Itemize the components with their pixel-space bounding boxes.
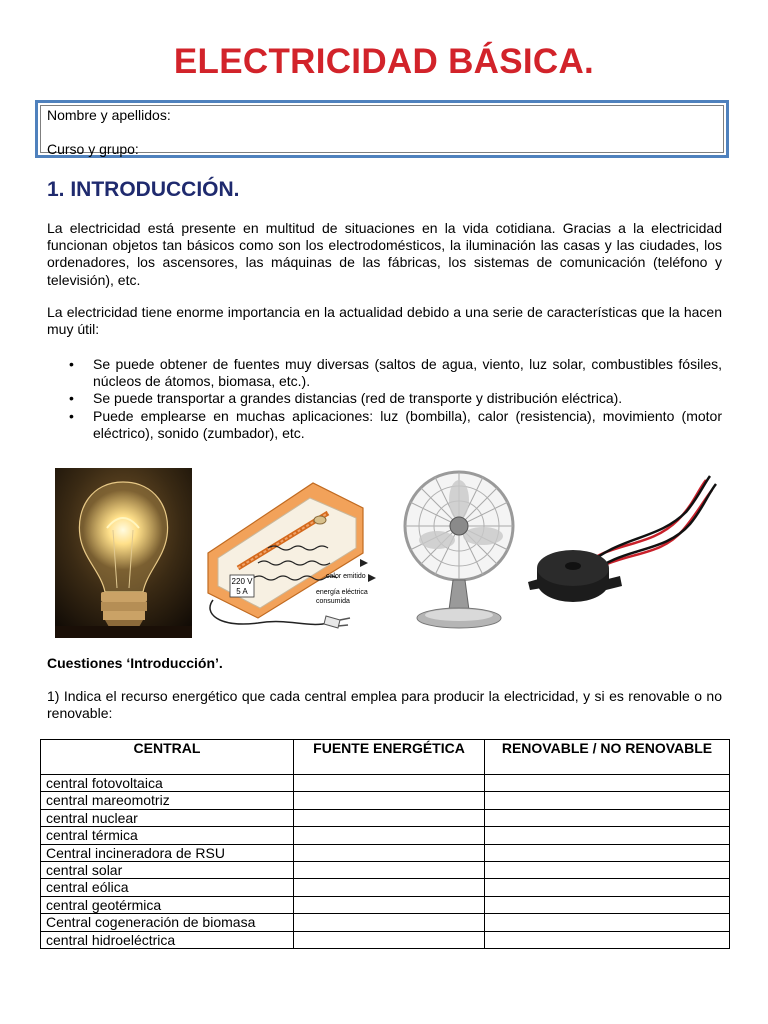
list-item: • Se puede obtener de fuentes muy diversas (saltos de agua, viento, luz solar, combustibles fósiles, núcleos de átomos, biomasa, etc.).	[69, 356, 722, 390]
column-header-fuente: FUENTE ENERGÉTICA	[294, 740, 485, 775]
desk-fan-illustration	[393, 460, 525, 638]
central-name-cell: Central cogeneración de biomasa	[41, 914, 294, 931]
central-name-cell: central fotovoltaica	[41, 775, 294, 792]
renovable-cell[interactable]	[485, 862, 730, 879]
renovable-cell[interactable]	[485, 879, 730, 896]
questions-heading: Cuestiones ‘Introducción’.	[47, 655, 223, 671]
fuente-cell[interactable]	[294, 862, 485, 879]
fuente-cell[interactable]	[294, 879, 485, 896]
heater-heat-label: calor emitido	[326, 573, 366, 580]
table-row	[41, 792, 730, 809]
power-plants-table	[40, 739, 730, 949]
fuente-cell[interactable]	[294, 844, 485, 861]
table-row	[41, 844, 730, 861]
buzzer-illustration	[528, 470, 718, 620]
fuente-cell[interactable]	[294, 827, 485, 844]
central-name-cell: central hidroeléctrica	[41, 931, 294, 948]
central-name-cell: central mareomotriz	[41, 792, 294, 809]
characteristics-list	[47, 356, 722, 442]
fuente-cell[interactable]	[294, 914, 485, 931]
renovable-cell[interactable]	[485, 844, 730, 861]
section-heading-introduccion: 1. INTRODUCCIÓN.	[47, 178, 240, 201]
renovable-cell[interactable]	[485, 827, 730, 844]
renovable-cell[interactable]	[485, 809, 730, 826]
heater-energy-label-1: energía eléctrica	[316, 589, 368, 596]
central-name-cell: central eólica	[41, 879, 294, 896]
table-row	[41, 862, 730, 879]
table-row	[41, 879, 730, 896]
electric-heater-diagram	[198, 468, 378, 638]
column-header-renovable: RENOVABLE / NO RENOVABLE	[485, 740, 730, 775]
table-row	[41, 931, 730, 948]
fuente-cell[interactable]	[294, 792, 485, 809]
central-name-cell: central térmica	[41, 827, 294, 844]
renovable-cell[interactable]	[485, 931, 730, 948]
light-bulb-illustration	[55, 468, 192, 638]
renovable-cell[interactable]	[485, 775, 730, 792]
student-info-box	[35, 100, 729, 158]
table-row	[41, 775, 730, 792]
renovable-cell[interactable]	[485, 896, 730, 913]
central-name-cell: central nuclear	[41, 809, 294, 826]
document-title: ELECTRICIDAD BÁSICA.	[173, 42, 595, 81]
renovable-cell[interactable]	[485, 792, 730, 809]
fuente-cell[interactable]	[294, 896, 485, 913]
group-label: Curso y grupo:	[47, 141, 139, 157]
central-name-cell: central solar	[41, 862, 294, 879]
fuente-cell[interactable]	[294, 809, 485, 826]
table-row	[41, 896, 730, 913]
heater-current-label: 5 A	[236, 587, 248, 596]
list-item: • Puede emplearse en muchas aplicaciones: luz (bombilla), calor (resistencia), movimiento (motor eléctrico), sonido (zumbador), etc.	[69, 407, 722, 441]
list-item: • Se puede transportar a grandes distancias (red de transporte y distribución eléctrica).	[69, 390, 623, 407]
question-1-text: 1) Indica el recurso energético que cada central emplea para producir la electricidad, y si es renovable o no renovable:	[47, 688, 722, 722]
renovable-cell[interactable]	[485, 914, 730, 931]
fuente-cell[interactable]	[294, 931, 485, 948]
table-header-row	[41, 740, 730, 775]
heater-energy-label-2: consumida	[316, 598, 350, 605]
table-row	[41, 809, 730, 826]
central-name-cell: Central incineradora de RSU	[41, 844, 294, 861]
column-header-central: CENTRAL	[41, 740, 294, 775]
fuente-cell[interactable]	[294, 775, 485, 792]
central-name-cell: central geotérmica	[41, 896, 294, 913]
name-label: Nombre y apellidos:	[47, 107, 171, 123]
table-row	[41, 914, 730, 931]
intro-paragraph-2: La electricidad tiene enorme importancia en la actualidad debido a una serie de características que la hacen muy útil:	[47, 304, 722, 338]
table-row	[41, 827, 730, 844]
intro-paragraph-1: La electricidad está presente en multitud de situaciones en la vida cotidiana. Gracias a la electricidad funcionan objetos tan básicos como son los electrodomésticos, la iluminación las casas y las ciudades, los ordenadores, los ascensores, las máquinas de las fábricas, los sistemas de comunicación (teléfono y televisión), etc.	[47, 220, 722, 288]
heater-voltage-label: 220 V	[231, 577, 253, 586]
